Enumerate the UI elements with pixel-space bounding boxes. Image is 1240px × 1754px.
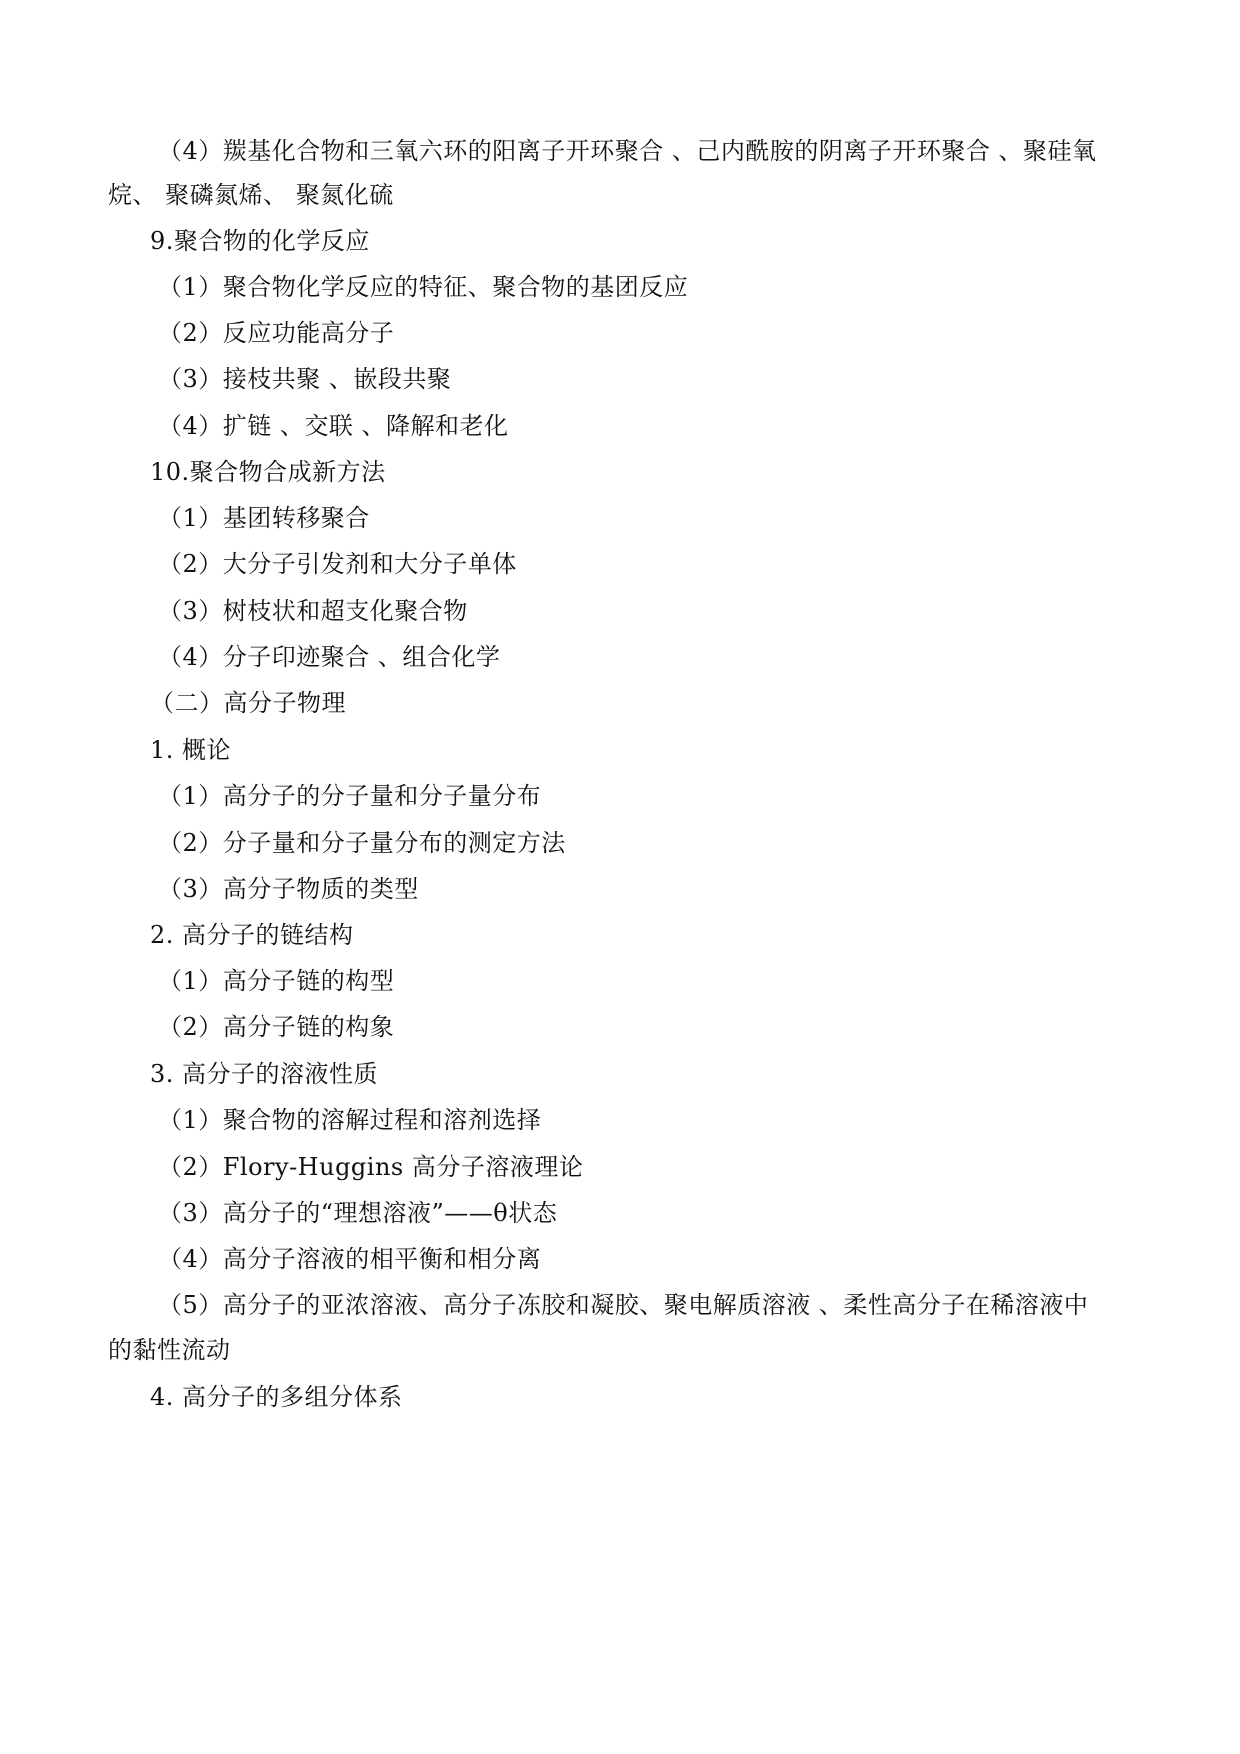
list-item: （1）高分子链的构型 <box>158 967 395 995</box>
section-heading: 4. 高分子的多组分体系 <box>150 1383 403 1411</box>
list-item: （3）高分子的“理想溶液”——θ状态 <box>158 1199 558 1227</box>
list-item: （1）基团转移聚合 <box>158 504 370 532</box>
section-heading: 2. 高分子的链结构 <box>150 921 354 949</box>
text-line: （4）羰基化合物和三氧六环的阳离子开环聚合 、己内酰胺的阴离子开环聚合 、聚硅氧 <box>158 137 1097 165</box>
list-item: （2）高分子链的构象 <box>158 1013 395 1041</box>
list-item: （4）分子印迹聚合 、组合化学 <box>158 643 501 671</box>
list-item: （1）聚合物化学反应的特征、聚合物的基团反应 <box>158 273 689 301</box>
list-item: （2）Flory-Huggins 高分子溶液理论 <box>158 1153 584 1181</box>
list-item: （3）高分子物质的类型 <box>158 875 419 903</box>
list-item: （2）分子量和分子量分布的测定方法 <box>158 829 566 857</box>
list-item: （4）高分子溶液的相平衡和相分离 <box>158 1245 542 1273</box>
list-item: （1）聚合物的溶解过程和溶剂选择 <box>158 1106 542 1134</box>
text-line: 烷、 聚磷氮烯、 聚氮化硫 <box>108 181 394 209</box>
text-line: 的黏性流动 <box>108 1336 231 1364</box>
list-item: （3）接枝共聚 、嵌段共聚 <box>158 365 452 393</box>
list-item: （4）扩链 、交联 、降解和老化 <box>158 412 509 440</box>
list-item: （5）高分子的亚浓溶液、高分子冻胶和凝胶、聚电解质溶液 、柔性高分子在稀溶液中 <box>158 1291 1089 1319</box>
list-item: （1）高分子的分子量和分子量分布 <box>158 782 542 810</box>
list-item: （2）反应功能高分子 <box>158 319 395 347</box>
section-heading: 1. 概论 <box>150 736 232 764</box>
section-heading: 3. 高分子的溶液性质 <box>150 1060 379 1088</box>
section-heading: 10.聚合物合成新方法 <box>150 458 386 486</box>
chapter-heading: （二）高分子物理 <box>150 689 346 717</box>
list-item: （2）大分子引发剂和大分子单体 <box>158 550 517 578</box>
section-heading: 9.聚合物的化学反应 <box>150 227 370 255</box>
list-item: （3）树枝状和超支化聚合物 <box>158 597 468 625</box>
